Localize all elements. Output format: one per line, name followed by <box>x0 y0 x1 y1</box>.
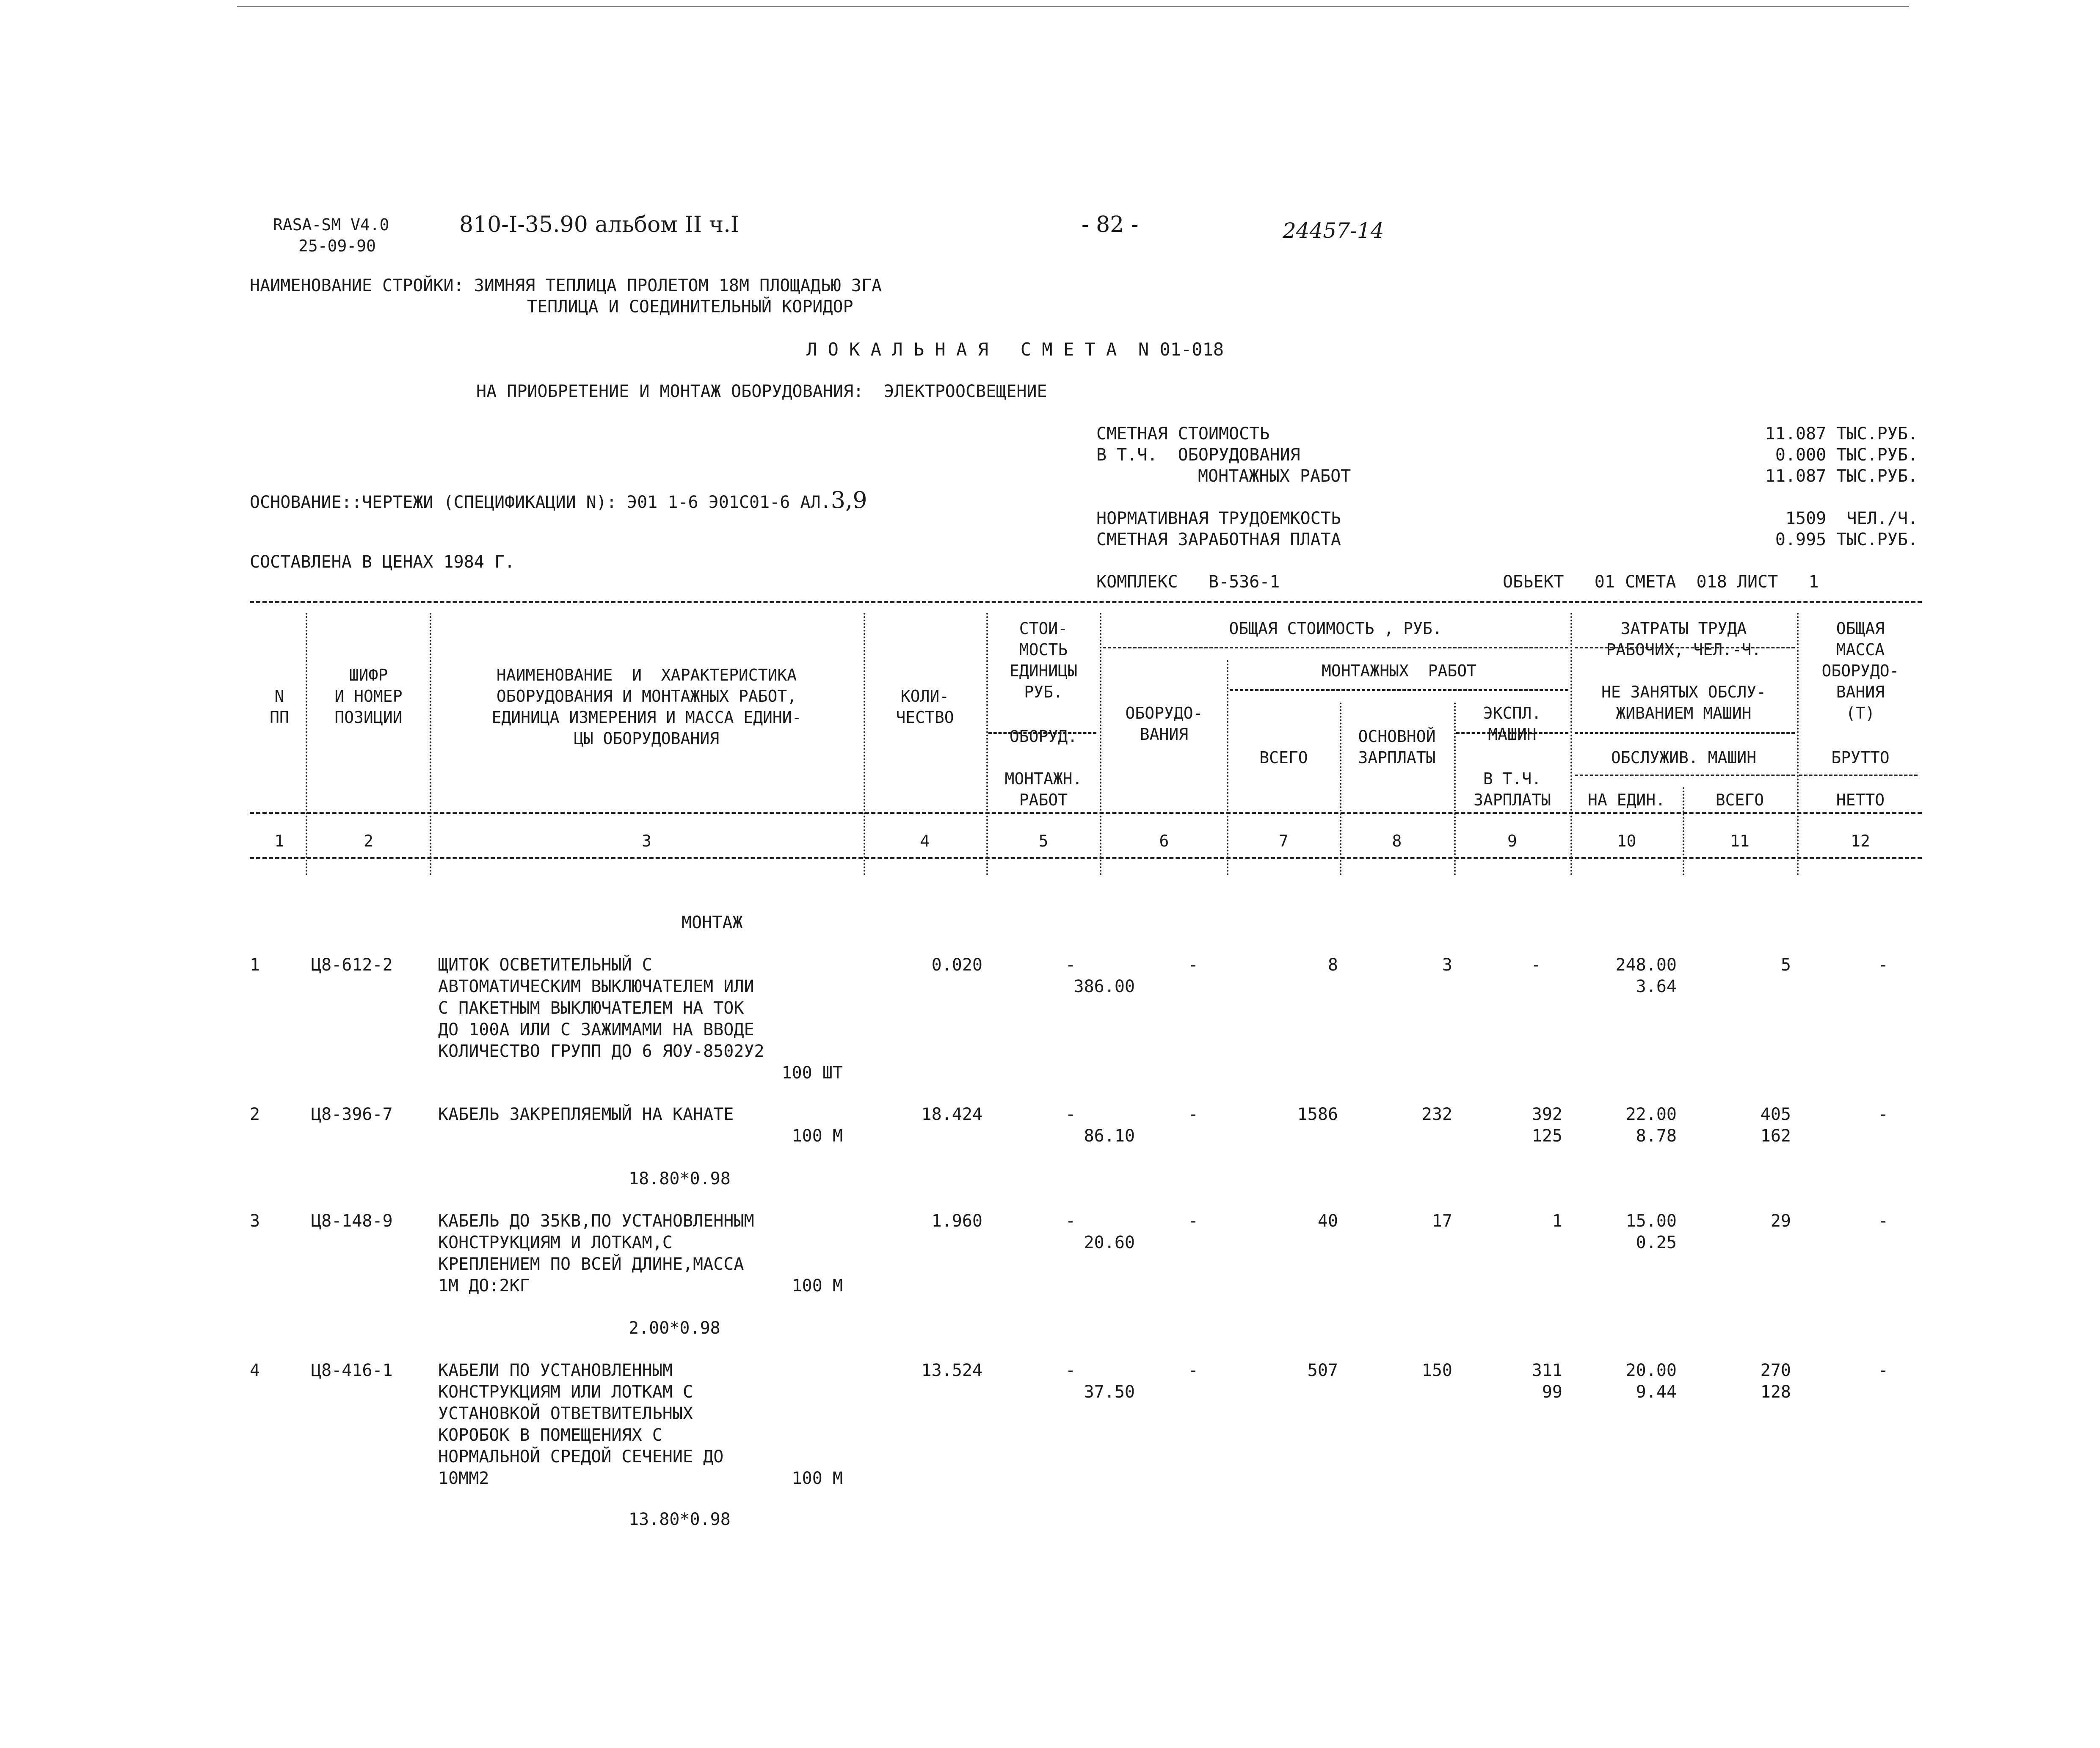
basis-text: ОСНОВАНИЕ::ЧЕРТЕЖИ (СПЕЦИФИКАЦИИ N): Э01 1-6 Э01С01-6 АЛ. <box>250 493 831 512</box>
summary-cost-value: 11.087 ТЫС.РУБ. <box>1765 424 1918 444</box>
row-total: 507 <box>1307 1361 1338 1380</box>
row-labor-total-mach: 162 <box>1760 1126 1791 1146</box>
col-sep <box>1340 703 1341 875</box>
col-code-header: ШИФР И НОМЕР ПОЗИЦИИ <box>334 666 403 727</box>
row-machines-wage: 125 <box>1532 1126 1562 1146</box>
row-equip-cost: - <box>1188 1105 1198 1124</box>
row-cost-equip: - <box>1065 1211 1076 1231</box>
summary-labor-label: НОРМАТИВНАЯ ТРУДОЕМКОСТЬ <box>1096 509 1341 528</box>
row-name: ЩИТОК ОСВЕТИТЕЛЬНЫЙ С АВТОМАТИЧЕСКИМ ВЫКЛЮЧАТЕЛЕМ ИЛИ С ПАКЕТНЫМ ВЫКЛЮЧАТЕЛЕМ НА ТОК ДО 100А ИЛИ С ЗАЖИМАМИ НА ВВОДЕ КОЛИЧЕСТВО ГРУПП ДО 6 ЯОУ-8502У2 <box>438 955 764 1061</box>
print-date: 25-09-90 <box>298 237 376 255</box>
album-stamp: 810-I-35.90 альбом II ч.I <box>459 212 740 237</box>
row-cost-mount: 86.10 <box>1084 1126 1135 1146</box>
col-sep <box>430 613 431 875</box>
row-labor-total: 405 <box>1760 1105 1791 1124</box>
col-sep <box>1100 613 1101 875</box>
row-number: 4 <box>250 1361 260 1380</box>
row-name: КАБЕЛИ ПО УСТАНОВЛЕННЫМ КОНСТРУКЦИЯМ ИЛИ ЛОТКАМ С УСТАНОВКОЙ ОТВЕТВИТЕЛЬНЫХ КОРОБОК В ПОМЕЩЕНИЯХ С НОРМАЛЬНОЙ СРЕДОЙ СЕЧЕНИЕ ДО 10ММ2 <box>438 1361 724 1488</box>
construction-name-cont: ТЕПЛИЦА И СОЕДИНИТЕЛЬНЫЙ КОРИДОР <box>527 297 853 317</box>
table-rule-numbers-bottom <box>250 857 1922 859</box>
rule-labor2 <box>1575 732 1795 734</box>
basis-handwritten: 3,9 <box>831 487 867 513</box>
col-number: 1 <box>274 832 284 850</box>
col-number: 9 <box>1507 832 1517 850</box>
row-labor-unit-mach: 8.78 <box>1636 1126 1677 1146</box>
row-name: КАБЕЛЬ ДО 35КВ,ПО УСТАНОВЛЕННЫМ КОНСТРУКЦИЯМ И ЛОТКАМ,С КРЕПЛЕНИЕМ ПО ВСЕЙ ДЛИНЕ,МАССА 1М ДО:2КГ <box>438 1211 754 1296</box>
row-cost-mount: 20.60 <box>1084 1233 1135 1252</box>
rule-total-cost <box>1103 647 1568 648</box>
construction-name: НАИМЕНОВАНИЕ СТРОЙКИ: ЗИМНЯЯ ТЕПЛИЦА ПРОЛЕТОМ 18М ПЛОЩАДЬЮ 3ГА <box>250 276 882 295</box>
row-mass: - <box>1878 1361 1888 1380</box>
row-wage: 17 <box>1432 1211 1452 1231</box>
col-number: 4 <box>920 832 930 850</box>
row-machines: - <box>1531 955 1541 975</box>
row-total: 1586 <box>1297 1105 1338 1124</box>
table-rule-header-bottom <box>250 812 1922 814</box>
summary-incl-label: В Т.Ч. ОБОРУДОВАНИЯ <box>1096 445 1300 465</box>
col-number: 10 <box>1617 832 1636 850</box>
row-total: 8 <box>1327 955 1338 975</box>
summary-mount-value: 11.087 ТЫС.РУБ. <box>1765 466 1918 486</box>
object-sheet: ОБЬЕКТ 01 СМЕТА 018 ЛИСТ 1 <box>1503 572 1819 592</box>
row-number: 1 <box>250 955 260 975</box>
row-labor-unit-mach: 3.64 <box>1636 977 1677 996</box>
row-labor-total: 270 <box>1760 1361 1791 1380</box>
col-number: 11 <box>1730 832 1750 850</box>
col-sep <box>1797 613 1799 875</box>
col-unitequip-header: ОБОРУД. <box>1009 727 1078 746</box>
row-labor-total: 29 <box>1770 1211 1791 1231</box>
row-unit: 100 М <box>792 1276 843 1296</box>
row-machines: 392 <box>1532 1105 1562 1124</box>
row-qty: 1.960 <box>931 1211 982 1231</box>
row-cost-mount: 37.50 <box>1084 1382 1135 1402</box>
row-unit: 100 ШТ <box>781 1063 843 1083</box>
row-cost-equip: - <box>1065 955 1076 975</box>
row-number: 3 <box>250 1211 260 1231</box>
row-code: Ц8-612-2 <box>311 955 393 975</box>
row-number: 2 <box>250 1105 260 1124</box>
col-sep <box>1227 660 1228 875</box>
row-code: Ц8-396-7 <box>311 1105 393 1124</box>
row-cost-mount: 386.00 <box>1073 977 1135 996</box>
row-cost-equip: - <box>1065 1105 1076 1124</box>
summary-mount-label: МОНТАЖНЫХ РАБОТ <box>1198 466 1351 486</box>
col-qty-header: КОЛИ- ЧЕСТВО <box>896 687 954 727</box>
col-net-header: НЕТТО <box>1836 791 1885 809</box>
row-code: Ц8-416-1 <box>311 1361 393 1380</box>
col-sep <box>986 613 988 875</box>
col-sep <box>1454 703 1456 875</box>
section-heading: МОНТАЖ <box>682 913 743 932</box>
row-labor-unit: 22.00 <box>1625 1105 1677 1124</box>
row-coefficient: 18.80*0.98 <box>629 1169 731 1188</box>
row-machines: 311 <box>1532 1361 1562 1380</box>
col-mount-header: МОНТАЖНЫХ РАБОТ <box>1321 662 1477 680</box>
row-mass: - <box>1878 1105 1888 1124</box>
col-sep <box>1570 613 1572 875</box>
col-number: 3 <box>642 832 651 850</box>
row-mass: - <box>1878 1211 1888 1231</box>
row-wage: 232 <box>1421 1105 1452 1124</box>
summary-wage-label: СМЕТНАЯ ЗАРАБОТНАЯ ПЛАТА <box>1096 530 1341 549</box>
col-all-header: ВСЕГО <box>1259 748 1308 767</box>
row-wage: 150 <box>1421 1361 1452 1380</box>
prices-basis: СОСТАВЛЕНА В ЦЕНАХ 1984 Г. <box>250 552 515 572</box>
row-labor-unit-mach: 9.44 <box>1636 1382 1677 1402</box>
col-labor-header: ЗАТРАТЫ ТРУДА РАБОЧИХ, ЧЕЛ.-Ч. <box>1606 619 1761 659</box>
program-version: RASA-SM V4.0 <box>273 215 389 234</box>
row-equip-cost: - <box>1188 955 1198 975</box>
col-name-header: НАИМЕНОВАНИЕ И ХАРАКТЕРИСТИКА ОБОРУДОВАНИЯ И МОНТАЖНЫХ РАБОТ, ЕДИНИЦА ИЗМЕРЕНИЯ И МАССА ЕДИНИ- ЦЫ ОБОРУДОВАНИЯ <box>491 666 802 748</box>
row-equip-cost: - <box>1188 1361 1198 1380</box>
row-labor-unit: 15.00 <box>1625 1211 1677 1231</box>
row-code: Ц8-148-9 <box>311 1211 393 1231</box>
row-qty: 18.424 <box>921 1105 982 1124</box>
col-equip-header: ОБОРУДО- ВАНИЯ <box>1125 704 1203 744</box>
col-number: 5 <box>1038 832 1049 850</box>
row-unit: 100 М <box>792 1469 843 1488</box>
col-notmachines-header: НЕ ЗАНЯТЫХ ОБСЛУ- ЖИВАНИЕМ МАШИН <box>1601 683 1766 722</box>
col-sep <box>306 613 307 875</box>
row-coefficient: 13.80*0.98 <box>629 1510 731 1529</box>
col-sep <box>864 613 865 875</box>
col-number: 7 <box>1279 832 1289 850</box>
col-number: 8 <box>1392 832 1402 850</box>
estimate-subtitle: НА ПРИОБРЕТЕНИЕ И МОНТАЖ ОБОРУДОВАНИЯ: ЭЛЕКТРООСВЕЩЕНИЕ <box>476 382 1047 401</box>
row-labor-unit: 248.00 <box>1615 955 1677 975</box>
col-gross-header: БРУТТО <box>1831 748 1890 767</box>
row-mass: - <box>1878 955 1888 975</box>
col-unitmount-header: МОНТАЖН. РАБОТ <box>1004 769 1082 809</box>
col-number: 12 <box>1851 832 1870 850</box>
complex-code: КОМПЛЕКС В-536-1 <box>1096 572 1280 592</box>
col-inclwage-header: В Т.Ч. ЗАРПЛАТЫ <box>1473 769 1551 809</box>
summary-incl-value: 0.000 ТЫС.РУБ. <box>1775 445 1918 465</box>
col-sep <box>1683 787 1684 875</box>
summary-wage-value: 0.995 ТЫС.РУБ. <box>1775 530 1918 549</box>
row-qty: 0.020 <box>931 955 982 975</box>
basis-line <box>250 489 867 512</box>
col-machines-header: ЭКСПЛ. МАШИН <box>1483 704 1542 744</box>
row-labor-unit: 20.00 <box>1625 1361 1677 1380</box>
row-machines: 1 <box>1552 1211 1562 1231</box>
summary-labor-value: 1509 ЧЕЛ./Ч. <box>1785 509 1918 528</box>
rule-mass <box>1799 775 1918 776</box>
document-number: 24457-14 <box>1283 218 1384 243</box>
row-equip-cost: - <box>1188 1211 1198 1231</box>
col-basicwage-header: ОСНОВНОЙ ЗАРПЛАТЫ <box>1358 727 1436 767</box>
row-name: КАБЕЛЬ ЗАКРЕПЛЯЕМЫЙ НА КАНАТЕ <box>438 1105 734 1124</box>
col-mass-header: ОБЩАЯ МАССА ОБОРУДО- ВАНИЯ (Т) <box>1821 619 1899 722</box>
col-total-header: ОБЩАЯ СТОИМОСТЬ , РУБ. <box>1229 619 1442 638</box>
col-perunit-header: НА ЕДИН. <box>1587 791 1666 809</box>
row-unit: 100 М <box>792 1126 843 1146</box>
col-totallabor-header: ВСЕГО <box>1715 791 1764 809</box>
row-wage: 3 <box>1442 955 1452 975</box>
row-qty: 13.524 <box>921 1361 982 1380</box>
row-coefficient: 2.00*0.98 <box>629 1318 720 1338</box>
row-labor-unit-mach: 0.25 <box>1636 1233 1677 1252</box>
scan-top-rule <box>237 6 1909 7</box>
col-number: 2 <box>364 832 373 850</box>
col-machineservice-header: ОБСЛУЖИВ. МАШИН <box>1611 748 1757 767</box>
row-cost-equip: - <box>1065 1361 1076 1380</box>
col-unitcost-header: СТОИ- МОСТЬ ЕДИНИЦЫ РУБ. <box>1009 619 1078 701</box>
estimate-title: Л О К А Л Ь Н А Я С М Е Т А N 01-018 <box>806 339 1224 360</box>
rule-labor3 <box>1575 775 1795 776</box>
col-n-header: N ПП <box>270 687 289 727</box>
col-number: 6 <box>1159 832 1169 850</box>
row-labor-total: 5 <box>1780 955 1791 975</box>
row-labor-total-mach: 128 <box>1760 1382 1791 1402</box>
table-rule-top <box>250 601 1922 603</box>
summary-cost-label: СМЕТНАЯ СТОИМОСТЬ <box>1096 424 1270 444</box>
row-total: 40 <box>1317 1211 1338 1231</box>
page-number: - 82 - <box>1082 212 1139 237</box>
rule-mount <box>1230 689 1568 691</box>
row-machines-wage: 99 <box>1542 1382 1562 1402</box>
